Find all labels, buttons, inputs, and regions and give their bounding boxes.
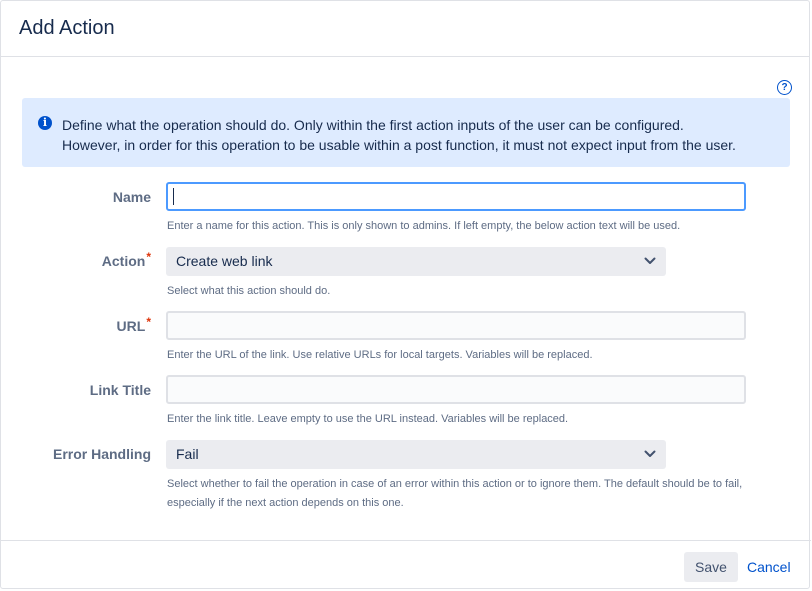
- url-label: URL*: [116, 315, 151, 334]
- dialog-footer: [1, 540, 811, 590]
- url-input[interactable]: [166, 311, 746, 340]
- link-title-label: Link Title: [89, 382, 151, 398]
- action-selected-value: Create web link: [176, 253, 273, 269]
- info-circle-icon: i: [38, 116, 52, 130]
- link-title-input[interactable]: [166, 375, 746, 404]
- required-marker: *: [146, 315, 151, 329]
- error-handling-description: Select whether to fail the operation in case of an error within this action or to ignore them. The default should be to fail, especially if the next action depends on this one.: [167, 478, 743, 509]
- cancel-button[interactable]: Cancel: [747, 559, 791, 575]
- chevron-down-icon: [644, 449, 656, 459]
- link-title-description: Enter the link title. Leave empty to use the URL instead. Variables will be replaced.: [167, 413, 569, 425]
- dialog-title: Add Action: [19, 17, 115, 39]
- save-button[interactable]: Save: [684, 552, 738, 582]
- chevron-down-icon: [644, 256, 656, 266]
- info-line-2: However, in order for this operation to be usable within a post function, it must not expect input from the user.: [62, 137, 736, 153]
- dialog-header: [1, 1, 809, 57]
- error-handling-label: Error Handling: [52, 446, 151, 462]
- info-line-1: Define what the operation should do. Only within the first action inputs of the user can be configured.: [62, 117, 684, 133]
- required-marker: *: [146, 250, 151, 264]
- text-caret: [173, 188, 174, 205]
- name-description: Enter a name for this action. This is only shown to admins. If left empty, the below action text will be used.: [167, 220, 681, 232]
- info-message: [22, 98, 790, 167]
- error-handling-select[interactable]: [166, 440, 666, 469]
- question-circle-icon[interactable]: ?: [777, 80, 792, 95]
- name-label: Name: [112, 189, 151, 205]
- action-label: Action*: [101, 250, 151, 269]
- url-description: Enter the URL of the link. Use relative URLs for local targets. Variables will be replaced.: [167, 349, 593, 361]
- name-input[interactable]: [166, 182, 746, 211]
- error-handling-selected-value: Fail: [176, 446, 199, 462]
- action-description: Select what this action should do.: [167, 285, 331, 297]
- action-select[interactable]: [166, 247, 666, 276]
